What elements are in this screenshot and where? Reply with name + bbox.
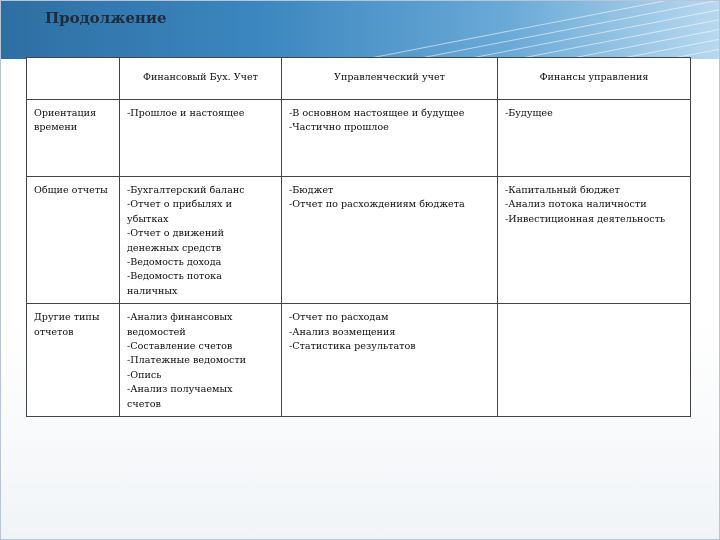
cell-line: счетов	[127, 398, 161, 410]
table-cell	[120, 100, 282, 177]
cell-line: -Будущее	[505, 108, 553, 119]
table-cell	[498, 177, 691, 304]
cell-line: -Анализ потока наличности	[505, 199, 647, 211]
row-label-line: Общие отчеты	[34, 185, 108, 196]
row-label-line: Другие типы	[34, 312, 100, 324]
row-label-line: отчетов	[34, 326, 74, 338]
cell-line: -Ведомость потока	[127, 271, 222, 283]
cell-line: -Анализ финансовых	[127, 312, 233, 324]
header-cell-finance-management: Финансы управления	[498, 58, 691, 100]
cell-line: -Инвестиционная деятельность	[505, 213, 666, 225]
row-label-line: времени	[34, 122, 78, 134]
row-label-line: Ориентация	[34, 108, 97, 119]
cell-line: -Опись	[127, 369, 162, 381]
row-label-cell	[27, 100, 120, 177]
table-cell	[498, 304, 691, 417]
page-title: Продолжение	[45, 9, 167, 27]
table-cell	[282, 100, 498, 177]
cell-line: денежных средств	[127, 242, 222, 254]
cell-line: -Отчет о движений	[127, 228, 225, 240]
cell-line: -Бюджет	[289, 185, 334, 196]
table-row	[27, 304, 691, 417]
cell-line: -Ведомость дохода	[127, 257, 222, 269]
table-cell	[498, 100, 691, 177]
comparison-table	[26, 57, 691, 417]
table-cell	[282, 177, 498, 304]
cell-line: -Статистика результатов	[289, 341, 416, 353]
cell-line: -Анализ получаемых	[127, 384, 233, 396]
cell-line: -Анализ возмещения	[289, 326, 396, 338]
cell-line: -Прошлое и настоящее	[127, 108, 245, 119]
header-cell-management-accounting: Управленческий учет	[282, 58, 498, 100]
table-row	[27, 177, 691, 304]
cell-line: ведомостей	[127, 326, 186, 338]
table-cell	[120, 304, 282, 417]
header-cell-empty	[27, 58, 120, 100]
cell-line: убытках	[127, 213, 169, 225]
table-cell	[120, 177, 282, 304]
row-label-cell	[27, 304, 120, 417]
table-cell	[282, 304, 498, 417]
cell-line: -Бухгалтерский баланс	[127, 185, 245, 196]
cell-line: наличных	[127, 285, 178, 297]
cell-line: -Отчет о прибылях и	[127, 199, 232, 211]
row-label-cell	[27, 177, 120, 304]
table-header-row	[27, 58, 691, 100]
header-cell-fin-accounting: Финансовый Бух. Учет	[120, 58, 282, 100]
cell-line: -Составление счетов	[127, 341, 233, 353]
cell-line: -Частично прошлое	[289, 122, 389, 134]
cell-line: -Платежные ведомости	[127, 355, 247, 367]
table-row	[27, 100, 691, 177]
cell-line: -Капитальный бюджет	[505, 185, 620, 196]
cell-line: -В основном настоящее и будущее	[289, 108, 465, 119]
cell-line: -Отчет по расхождениям бюджета	[289, 199, 465, 211]
cell-line: -Отчет по расходам	[289, 312, 389, 324]
